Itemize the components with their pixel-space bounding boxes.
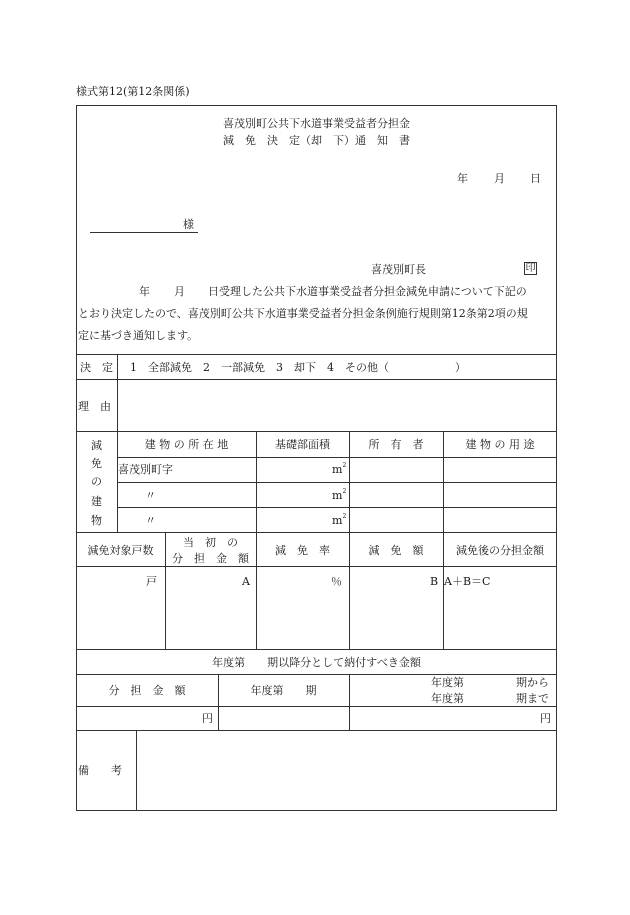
rule-bld-row2-bottom <box>117 507 557 508</box>
rule-amt-bottom <box>76 649 557 650</box>
amt-header-amount: 減 免 額 <box>368 544 424 557</box>
pay-yen-2: 円 <box>540 712 551 725</box>
date-month: 月 <box>494 172 505 185</box>
addressee-suffix: 様 <box>183 218 194 231</box>
body-line3: 定に基づき通知します。 <box>78 329 199 342</box>
rule-pay-title-bottom <box>76 674 557 675</box>
rule-amt-col1 <box>165 532 166 649</box>
pay-to-suffix: 期まで <box>516 692 549 705</box>
payment-title: 年度第 期以降分として納付すべき金額 <box>212 656 421 669</box>
issuer-name: 喜茂別町長 <box>371 263 426 276</box>
rule-pay-col1 <box>218 674 219 730</box>
rule-bld-header-bottom <box>117 457 557 458</box>
decision-label: 決 定 <box>80 361 113 374</box>
rule-remarks-div <box>136 730 137 810</box>
amt-header-initial-1: 当 初 の <box>183 536 238 549</box>
bld-side-4: 建 <box>91 495 102 508</box>
amt-header-after: 減免後の分担金額 <box>456 544 544 557</box>
bld-side-3: の <box>91 475 102 488</box>
amt-formula: A＋B＝C <box>444 575 491 588</box>
rule-reason-bottom <box>76 431 557 432</box>
rule-pay-header-bottom <box>76 706 557 707</box>
bld-row3-location: 〃 <box>145 514 156 527</box>
bld-header-use: 建 物 の 用 途 <box>465 438 535 451</box>
bld-header-owner: 所 有 者 <box>368 438 424 451</box>
amt-header-initial-2: 分 担 金 額 <box>172 552 249 565</box>
title-line2: 減 免 決 定（却 下）通 知 書 <box>223 134 410 147</box>
reason-label: 理 由 <box>78 400 111 413</box>
pay-from-suffix: 期から <box>516 676 549 689</box>
body-line1: 日受理した公共下水道事業受益者分担金減免申請について下記の <box>208 285 527 298</box>
bld-row2-location: 〃 <box>145 489 156 502</box>
rule-bld-bottom <box>76 532 557 533</box>
pay-yen-1: 円 <box>202 712 213 725</box>
pay-header-amount: 分 担 金 額 <box>108 684 186 697</box>
body-line2: とおり決定したので、喜茂別町公共下水道事業受益者分担金条例施行規則第12条第2項の規 <box>78 307 528 320</box>
form-id: 様式第12(第12条関係) <box>76 85 190 98</box>
remarks-label: 備 考 <box>78 764 122 777</box>
bld-side-1: 減 <box>91 439 102 452</box>
pay-from-label: 年度第 <box>431 676 464 689</box>
addressee-line <box>90 232 198 233</box>
rule-decision-top <box>76 354 557 355</box>
bld-row2-unit: $m^2$ <box>332 488 347 502</box>
body-month: 月 <box>174 285 185 298</box>
bld-side-5: 物 <box>91 514 102 527</box>
bld-header-location: 建 物 の 所 在 地 <box>144 438 229 451</box>
pay-header-period: 年度第 期 <box>250 684 317 697</box>
amt-unit-households: 戸 <box>146 575 157 588</box>
bld-header-area: 基礎部面積 <box>275 438 330 451</box>
amt-label-a: A <box>242 575 250 588</box>
bld-row1-unit: $m^2$ <box>332 462 347 476</box>
pay-to-label: 年度第 <box>431 692 464 705</box>
amt-header-count: 減免対象戸数 <box>87 544 154 557</box>
amt-header-rate: 減 免 率 <box>275 544 330 557</box>
amt-unit-percent: ％ <box>331 575 342 588</box>
date-day: 日 <box>530 172 541 185</box>
bld-row3-unit: $m^2$ <box>332 513 347 527</box>
rule-decision-div <box>117 354 118 379</box>
rule-pay-col2 <box>349 674 350 730</box>
title-line1: 喜茂別町公共下水道事業受益者分担金 <box>223 117 410 130</box>
rule-pay-bottom <box>76 730 557 731</box>
rule-bld-row1-bottom <box>117 482 557 483</box>
rule-decision-bottom <box>76 379 557 380</box>
rule-reason-div <box>117 379 118 431</box>
body-year: 年 <box>139 285 150 298</box>
bld-row1-location: 喜茂別町字 <box>118 463 173 476</box>
bld-side-2: 免 <box>91 457 102 470</box>
date-year: 年 <box>457 172 468 185</box>
seal-box: 印 <box>525 263 536 274</box>
amt-label-b: B <box>430 575 439 588</box>
rule-amt-header-bottom <box>76 566 557 567</box>
decision-options: 1 全部減免 2 一部減免 3 却下 4 その他（ ） <box>130 361 466 374</box>
